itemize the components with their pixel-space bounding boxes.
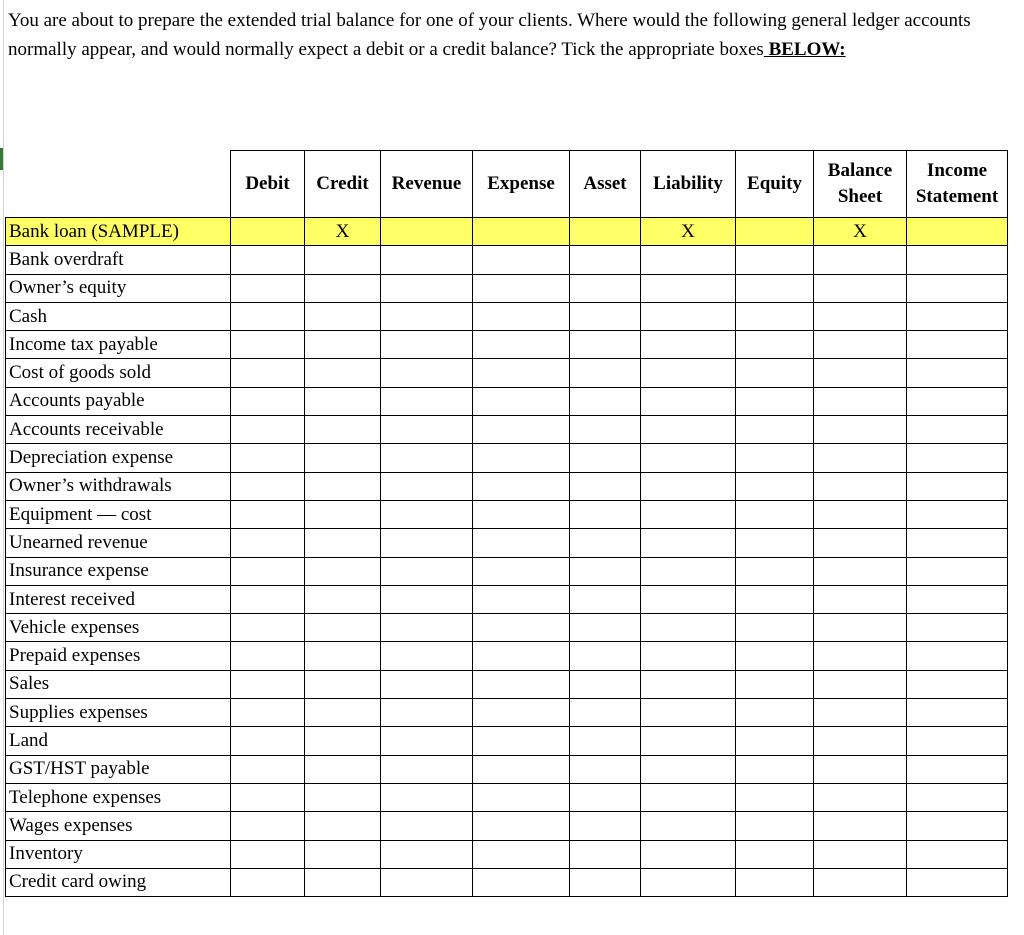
table-row: [6, 416, 1008, 444]
tick-box-cell[interactable]: [570, 529, 641, 557]
tick-box-cell[interactable]: [231, 868, 305, 896]
tick-box-cell[interactable]: [641, 444, 736, 472]
account-label: Depreciation expense: [6, 444, 231, 472]
tick-box-cell[interactable]: [473, 670, 570, 698]
tick-box-cell[interactable]: [736, 472, 814, 500]
tick-box-cell[interactable]: [907, 416, 1008, 444]
tick-box-cell[interactable]: [736, 642, 814, 670]
tick-box-cell[interactable]: [473, 585, 570, 613]
tick-box-cell[interactable]: [907, 246, 1008, 274]
tick-box-cell[interactable]: [907, 529, 1008, 557]
tick-box-cell[interactable]: [736, 331, 814, 359]
tick-box-cell[interactable]: [381, 727, 473, 755]
grid-body: [6, 218, 1008, 897]
tick-box-cell[interactable]: [641, 472, 736, 500]
tick-box-cell[interactable]: [381, 812, 473, 840]
tick-box-cell[interactable]: [473, 699, 570, 727]
column-header-debit: Debit: [231, 151, 305, 218]
tick-box-cell[interactable]: [907, 444, 1008, 472]
tick-box-cell[interactable]: [231, 727, 305, 755]
tick-box-cell[interactable]: [907, 783, 1008, 811]
tick-box-cell[interactable]: X: [814, 218, 907, 246]
table-row: [6, 500, 1008, 528]
tick-box-cell[interactable]: [473, 727, 570, 755]
tick-box-cell[interactable]: [231, 387, 305, 415]
tick-box-cell[interactable]: [907, 218, 1008, 246]
tick-box-cell[interactable]: [473, 472, 570, 500]
tick-box-cell[interactable]: [231, 302, 305, 330]
table-row: [6, 359, 1008, 387]
tick-box-cell[interactable]: [641, 387, 736, 415]
account-label: Unearned revenue: [6, 529, 231, 557]
tick-box-cell[interactable]: [814, 302, 907, 330]
tick-box-cell[interactable]: [381, 840, 473, 868]
tick-box-cell[interactable]: [907, 500, 1008, 528]
tick-box-cell[interactable]: [641, 246, 736, 274]
tick-box-cell[interactable]: [641, 755, 736, 783]
tick-box-cell[interactable]: [473, 331, 570, 359]
tick-box-cell[interactable]: [570, 840, 641, 868]
account-label: Interest received: [6, 585, 231, 613]
table-row: [6, 670, 1008, 698]
tick-box-cell[interactable]: [814, 557, 907, 585]
tick-box-cell[interactable]: X: [305, 218, 381, 246]
account-label: Inventory: [6, 840, 231, 868]
tick-box-cell[interactable]: [473, 500, 570, 528]
tick-box-cell[interactable]: [305, 500, 381, 528]
tick-box-cell[interactable]: [736, 500, 814, 528]
table-row: [6, 727, 1008, 755]
tick-box-cell[interactable]: [907, 699, 1008, 727]
tick-box-cell[interactable]: [231, 812, 305, 840]
tick-box-cell[interactable]: [814, 444, 907, 472]
tick-box-cell[interactable]: [736, 218, 814, 246]
tick-box-cell[interactable]: [381, 500, 473, 528]
tick-box-cell[interactable]: [381, 331, 473, 359]
tick-box-cell[interactable]: [814, 699, 907, 727]
tick-box-cell[interactable]: [907, 585, 1008, 613]
tick-box-cell[interactable]: [231, 472, 305, 500]
tick-box-cell[interactable]: [473, 642, 570, 670]
column-header-revenue: Revenue: [381, 151, 473, 218]
tick-box-cell[interactable]: [305, 331, 381, 359]
tick-box-cell[interactable]: [814, 359, 907, 387]
tick-box-cell[interactable]: [570, 246, 641, 274]
tick-box-cell[interactable]: [305, 387, 381, 415]
tick-box-cell[interactable]: [570, 500, 641, 528]
tick-box-cell[interactable]: [231, 331, 305, 359]
table-row: [6, 246, 1008, 274]
tick-box-cell[interactable]: [641, 500, 736, 528]
table-row: [6, 783, 1008, 811]
table-row: [6, 840, 1008, 868]
tick-box-cell[interactable]: [736, 302, 814, 330]
tick-box-cell[interactable]: [381, 472, 473, 500]
table-row: [6, 444, 1008, 472]
account-label: Prepaid expenses: [6, 642, 231, 670]
tick-box-cell[interactable]: [907, 302, 1008, 330]
tick-box-cell[interactable]: [814, 387, 907, 415]
tick-box-cell[interactable]: [305, 302, 381, 330]
tick-box-cell[interactable]: [473, 218, 570, 246]
tick-box-cell[interactable]: [736, 868, 814, 896]
tick-box-cell[interactable]: [814, 670, 907, 698]
account-label: Telephone expenses: [6, 783, 231, 811]
tick-box-cell[interactable]: [473, 557, 570, 585]
column-header-income-statement: Income Statement: [907, 151, 1008, 218]
tick-box-cell[interactable]: [907, 840, 1008, 868]
tick-box-cell[interactable]: [381, 444, 473, 472]
tick-box-cell[interactable]: [641, 642, 736, 670]
tick-box-cell[interactable]: [736, 783, 814, 811]
tick-box-cell[interactable]: [907, 642, 1008, 670]
tick-box-cell[interactable]: [231, 783, 305, 811]
tick-box-cell[interactable]: [473, 529, 570, 557]
tick-box-cell[interactable]: [305, 557, 381, 585]
table-row: [6, 642, 1008, 670]
tick-box-cell[interactable]: [570, 642, 641, 670]
tick-box-cell[interactable]: [381, 783, 473, 811]
tick-box-cell[interactable]: [231, 670, 305, 698]
tick-box-cell[interactable]: [473, 755, 570, 783]
tick-box-cell[interactable]: [381, 387, 473, 415]
sheet-left-gutter: [3, 0, 4, 935]
tick-box-cell[interactable]: [473, 444, 570, 472]
tick-box-cell[interactable]: [381, 614, 473, 642]
tick-box-cell[interactable]: [814, 840, 907, 868]
tick-box-cell[interactable]: [381, 416, 473, 444]
tick-box-cell[interactable]: X: [641, 218, 736, 246]
tick-box-cell[interactable]: [570, 444, 641, 472]
tick-box-cell[interactable]: [570, 755, 641, 783]
tick-box-cell[interactable]: [381, 755, 473, 783]
tick-box-cell[interactable]: [641, 840, 736, 868]
account-label: Owner’s withdrawals: [6, 472, 231, 500]
tick-box-cell[interactable]: [570, 783, 641, 811]
tick-box-cell[interactable]: [381, 557, 473, 585]
tick-box-cell[interactable]: [473, 302, 570, 330]
tick-box-cell[interactable]: [907, 387, 1008, 415]
instructions-text: [8, 6, 1008, 64]
table-row: [6, 557, 1008, 585]
tick-box-cell[interactable]: [736, 274, 814, 302]
tick-box-cell[interactable]: [473, 840, 570, 868]
tick-box-cell[interactable]: [231, 557, 305, 585]
table-row: [6, 331, 1008, 359]
tick-box-cell[interactable]: [736, 557, 814, 585]
tick-box-cell[interactable]: [381, 642, 473, 670]
tick-box-cell[interactable]: [305, 246, 381, 274]
tick-box-cell[interactable]: [231, 529, 305, 557]
tick-box-cell[interactable]: [736, 444, 814, 472]
tick-box-cell[interactable]: [570, 302, 641, 330]
tick-box-cell[interactable]: [814, 642, 907, 670]
tick-box-cell[interactable]: [736, 727, 814, 755]
account-label: GST/HST payable: [6, 755, 231, 783]
tick-box-cell[interactable]: [231, 755, 305, 783]
tick-box-cell[interactable]: [231, 614, 305, 642]
tick-box-cell[interactable]: [736, 246, 814, 274]
table-row: [6, 302, 1008, 330]
table-row: [6, 529, 1008, 557]
tick-box-cell[interactable]: [814, 274, 907, 302]
tick-box-cell[interactable]: [641, 670, 736, 698]
tick-box-cell[interactable]: [305, 642, 381, 670]
header-row: [6, 151, 1008, 218]
tick-box-cell[interactable]: [473, 274, 570, 302]
instructions-body: You are about to prepare the extended trial balance for one of your clients. Where would the following general ledger accounts normally appear, and would normally expect a debit or a credit balance? Tick the appropriate boxes: [8, 10, 971, 60]
tick-box-cell[interactable]: [381, 246, 473, 274]
column-header-expense: Expense: [473, 151, 570, 218]
tick-box-cell[interactable]: [641, 699, 736, 727]
tick-box-cell[interactable]: [570, 812, 641, 840]
tick-box-cell[interactable]: [473, 387, 570, 415]
tick-box-cell[interactable]: [231, 416, 305, 444]
tick-box-cell[interactable]: [305, 472, 381, 500]
tick-box-cell[interactable]: [907, 359, 1008, 387]
tick-box-cell[interactable]: [907, 274, 1008, 302]
tick-box-cell[interactable]: [907, 755, 1008, 783]
table-row: [6, 472, 1008, 500]
tick-box-cell[interactable]: [231, 500, 305, 528]
tick-box-cell[interactable]: [907, 868, 1008, 896]
tick-box-cell[interactable]: [381, 218, 473, 246]
tick-box-cell[interactable]: [736, 670, 814, 698]
tick-box-cell[interactable]: [570, 387, 641, 415]
tick-box-cell[interactable]: [907, 812, 1008, 840]
tick-box-cell[interactable]: [570, 699, 641, 727]
tick-box-cell[interactable]: [814, 783, 907, 811]
header-blank: [6, 151, 231, 218]
tick-box-cell[interactable]: [473, 783, 570, 811]
tick-box-cell[interactable]: [814, 755, 907, 783]
tick-box-cell[interactable]: [570, 557, 641, 585]
tick-box-cell[interactable]: [814, 500, 907, 528]
trial-balance-grid: [5, 150, 1008, 897]
tick-box-cell[interactable]: [814, 868, 907, 896]
tick-box-cell[interactable]: [381, 699, 473, 727]
tick-box-cell[interactable]: [736, 585, 814, 613]
account-label: Accounts receivable: [6, 416, 231, 444]
tick-box-cell[interactable]: [570, 274, 641, 302]
account-label: Sales: [6, 670, 231, 698]
tick-box-cell[interactable]: [305, 614, 381, 642]
tick-box-cell[interactable]: [907, 670, 1008, 698]
tick-box-cell[interactable]: [305, 359, 381, 387]
table-row: [6, 755, 1008, 783]
account-label: Bank overdraft: [6, 246, 231, 274]
table-row: [6, 585, 1008, 613]
tick-box-cell[interactable]: [381, 670, 473, 698]
tick-box-cell[interactable]: [814, 416, 907, 444]
tick-box-cell[interactable]: [814, 614, 907, 642]
tick-box-cell[interactable]: [305, 444, 381, 472]
tick-box-cell[interactable]: [305, 755, 381, 783]
tick-box-cell[interactable]: [814, 246, 907, 274]
tick-box-cell[interactable]: [473, 359, 570, 387]
account-label: Credit card owing: [6, 868, 231, 896]
column-header-liability: Liability: [641, 151, 736, 218]
account-label: Equipment — cost: [6, 500, 231, 528]
tick-box-cell[interactable]: [641, 359, 736, 387]
tick-box-cell[interactable]: [231, 444, 305, 472]
tick-box-cell[interactable]: [814, 331, 907, 359]
tick-box-cell[interactable]: [570, 218, 641, 246]
tick-box-cell[interactable]: [305, 868, 381, 896]
tick-box-cell[interactable]: [570, 416, 641, 444]
tick-box-cell[interactable]: [641, 727, 736, 755]
tick-box-cell[interactable]: [641, 585, 736, 613]
tick-box-cell[interactable]: [736, 840, 814, 868]
tick-box-cell[interactable]: [381, 302, 473, 330]
tick-box-cell[interactable]: [231, 585, 305, 613]
tick-box-cell[interactable]: [570, 670, 641, 698]
tick-box-cell[interactable]: [570, 359, 641, 387]
account-label: Income tax payable: [6, 331, 231, 359]
tick-box-cell[interactable]: [570, 472, 641, 500]
tick-box-cell[interactable]: [473, 614, 570, 642]
account-label: Land: [6, 727, 231, 755]
tick-box-cell[interactable]: [231, 840, 305, 868]
tick-box-cell[interactable]: [736, 529, 814, 557]
tick-box-cell[interactable]: [305, 812, 381, 840]
tick-box-cell[interactable]: [231, 699, 305, 727]
tick-box-cell[interactable]: [305, 274, 381, 302]
tick-box-cell[interactable]: [231, 642, 305, 670]
tick-box-cell[interactable]: [570, 868, 641, 896]
table-row: [6, 218, 1008, 246]
tick-box-cell[interactable]: [641, 302, 736, 330]
tick-box-cell[interactable]: [570, 331, 641, 359]
tick-box-cell[interactable]: [305, 840, 381, 868]
tick-box-cell[interactable]: [381, 868, 473, 896]
tick-box-cell[interactable]: [305, 585, 381, 613]
tick-box-cell[interactable]: [736, 755, 814, 783]
tick-box-cell[interactable]: [814, 585, 907, 613]
table-row: [6, 274, 1008, 302]
tick-box-cell[interactable]: [641, 812, 736, 840]
tick-box-cell[interactable]: [641, 331, 736, 359]
table-row: [6, 699, 1008, 727]
table-row: [6, 387, 1008, 415]
tick-box-cell[interactable]: [814, 472, 907, 500]
column-header-asset: Asset: [570, 151, 641, 218]
account-label: Cash: [6, 302, 231, 330]
tick-box-cell[interactable]: [907, 614, 1008, 642]
table-row: [6, 868, 1008, 896]
tick-box-cell[interactable]: [473, 416, 570, 444]
tick-box-cell[interactable]: [641, 529, 736, 557]
account-label: Supplies expenses: [6, 699, 231, 727]
tick-box-cell[interactable]: [907, 727, 1008, 755]
tick-box-cell[interactable]: [736, 614, 814, 642]
tick-box-cell[interactable]: [641, 416, 736, 444]
tick-box-cell[interactable]: [305, 783, 381, 811]
tick-box-cell[interactable]: [473, 812, 570, 840]
tick-box-cell[interactable]: [570, 727, 641, 755]
tick-box-cell[interactable]: [736, 387, 814, 415]
tick-box-cell[interactable]: [814, 812, 907, 840]
tick-box-cell[interactable]: [641, 614, 736, 642]
active-row-marker: [0, 148, 3, 170]
tick-box-cell[interactable]: [473, 246, 570, 274]
tick-box-cell[interactable]: [907, 557, 1008, 585]
account-label: Insurance expense: [6, 557, 231, 585]
table-row: [6, 614, 1008, 642]
tick-box-cell[interactable]: [305, 529, 381, 557]
tick-box-cell[interactable]: [736, 416, 814, 444]
tick-box-cell[interactable]: [231, 246, 305, 274]
tick-box-cell[interactable]: [305, 727, 381, 755]
column-header-equity: Equity: [736, 151, 814, 218]
account-label: Cost of goods sold: [6, 359, 231, 387]
tick-box-cell[interactable]: [814, 727, 907, 755]
tick-box-cell[interactable]: [907, 472, 1008, 500]
tick-box-cell[interactable]: [381, 274, 473, 302]
tick-box-cell[interactable]: [473, 868, 570, 896]
account-label: Vehicle expenses: [6, 614, 231, 642]
tick-box-cell[interactable]: [305, 699, 381, 727]
tick-box-cell[interactable]: [736, 699, 814, 727]
tick-box-cell[interactable]: [641, 783, 736, 811]
tick-box-cell[interactable]: [814, 529, 907, 557]
tick-box-cell[interactable]: [641, 868, 736, 896]
tick-box-cell[interactable]: [305, 670, 381, 698]
tick-box-cell[interactable]: [570, 585, 641, 613]
tick-box-cell[interactable]: [231, 274, 305, 302]
account-label: Accounts payable: [6, 387, 231, 415]
column-header-credit: Credit: [305, 151, 381, 218]
tick-box-cell[interactable]: [305, 416, 381, 444]
tick-box-cell[interactable]: [907, 331, 1008, 359]
instructions-emphasis: BELOW:: [763, 39, 846, 60]
tick-box-cell[interactable]: [231, 218, 305, 246]
column-header-balance-sheet: Balance Sheet: [814, 151, 907, 218]
table-row: [6, 812, 1008, 840]
tick-box-cell[interactable]: [641, 274, 736, 302]
account-label: Wages expenses: [6, 812, 231, 840]
tick-box-cell[interactable]: [570, 614, 641, 642]
tick-box-cell[interactable]: [736, 359, 814, 387]
tick-box-cell[interactable]: [641, 557, 736, 585]
tick-box-cell[interactable]: [231, 359, 305, 387]
tick-box-cell[interactable]: [736, 812, 814, 840]
tick-box-cell[interactable]: [381, 359, 473, 387]
tick-box-cell[interactable]: [381, 585, 473, 613]
account-label: Bank loan (SAMPLE): [6, 218, 231, 246]
account-label: Owner’s equity: [6, 274, 231, 302]
tick-box-cell[interactable]: [381, 529, 473, 557]
